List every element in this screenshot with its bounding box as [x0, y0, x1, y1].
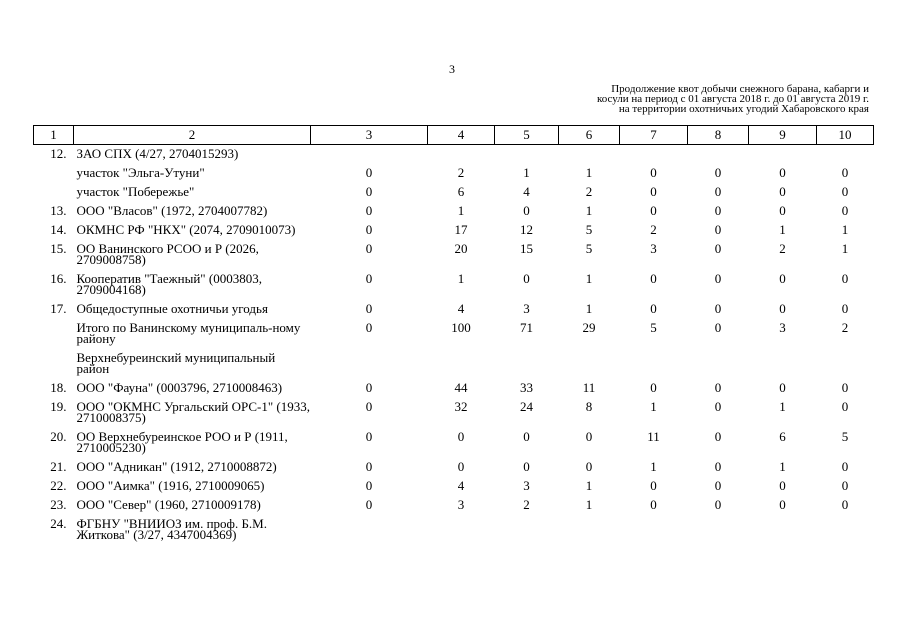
quota-value-col-3: 0 — [365, 241, 373, 256]
header-cell: 2 — [74, 126, 311, 145]
quota-value-col-5: 0 — [523, 271, 530, 286]
quota-value-col-4: 20 — [454, 241, 468, 256]
quota-value-col-5 — [495, 145, 559, 165]
quota-value-col-4: 0 — [457, 459, 465, 474]
quota-value-col-10: 0 — [841, 380, 849, 395]
table-row — [34, 496, 874, 515]
quota-value-col-9: 3 — [779, 320, 786, 335]
quota-value-col-5: 3 — [523, 478, 530, 493]
quota-value-col-6: 5 — [585, 222, 593, 237]
quota-value-col-10: 0 — [841, 459, 849, 474]
row-name: Итого по Ванинскому муниципаль-ному району — [76, 320, 301, 346]
row-name: ООО "Фауна" (0003796, 2710008463) — [76, 380, 283, 395]
row-name: ООО "Адникан" (1912, 2710008872) — [76, 459, 277, 474]
quota-value-col-10: 1 — [841, 222, 849, 237]
quota-value-col-8: 0 — [714, 380, 722, 395]
continuation-line: Продолжение квот добычи снежного барана, кабарги и — [611, 83, 869, 95]
quota-value-col-7 — [620, 145, 688, 165]
quota-value-col-9: 0 — [779, 271, 786, 286]
table-row — [34, 398, 874, 428]
table-row — [34, 240, 874, 270]
quota-value-col-5: 0 — [523, 429, 530, 444]
quota-value-col-4 — [428, 349, 495, 379]
continuation-line: косули на период с 01 августа 2018 г. до 01 августа 2019 г. — [596, 93, 869, 105]
quota-value-col-5: 12 — [520, 222, 533, 237]
quota-value-col-10: 2 — [841, 320, 849, 335]
quota-value-col-3: 0 — [365, 429, 373, 444]
quota-value-col-3: 0 — [365, 301, 373, 316]
table-row — [34, 515, 874, 545]
quota-value-col-5: 15 — [520, 241, 533, 256]
quota-value-col-10 — [817, 349, 874, 379]
quota-value-col-8: 0 — [714, 203, 722, 218]
quota-value-col-7 — [620, 349, 688, 379]
quota-value-col-9 — [749, 349, 817, 379]
quota-value-col-3: 0 — [365, 184, 373, 199]
row-name: ООО "Аимка" (1916, 2710009065) — [76, 478, 265, 493]
quota-value-col-6: 5 — [585, 241, 593, 256]
quota-value-col-9: 0 — [779, 380, 786, 395]
quota-value-col-10: 0 — [841, 399, 849, 414]
table-row — [34, 428, 874, 458]
quota-value-col-7: 1 — [650, 399, 657, 414]
quota-value-col-3 — [311, 349, 428, 379]
quota-value-col-6: 2 — [585, 184, 593, 199]
quota-value-col-9: 1 — [779, 459, 786, 474]
quota-value-col-3: 0 — [365, 380, 373, 395]
quota-value-col-7: 11 — [647, 429, 660, 444]
quota-value-col-9: 6 — [779, 429, 786, 444]
row-number — [34, 349, 74, 379]
quota-value-col-3: 0 — [365, 222, 373, 237]
quota-value-col-8: 0 — [714, 320, 722, 335]
row-name: ООО "ОКМНС Ургальский ОРС-1" (1933, 2710008375) — [76, 399, 311, 425]
header-cell: 1 — [34, 126, 74, 145]
quota-value-col-10: 0 — [841, 301, 849, 316]
quota-value-col-4 — [428, 515, 495, 545]
header-cell: 5 — [495, 126, 559, 145]
quota-value-col-7: 0 — [650, 301, 657, 316]
quota-value-col-6: 8 — [585, 399, 593, 414]
quota-value-col-8: 0 — [714, 399, 722, 414]
quota-value-col-8: 0 — [714, 184, 722, 199]
quota-value-col-7: 0 — [650, 184, 657, 199]
quota-value-col-3: 0 — [365, 271, 373, 286]
quota-value-col-3: 0 — [365, 320, 373, 335]
quota-value-col-10: 5 — [841, 429, 849, 444]
quota-value-col-9: 1 — [779, 399, 786, 414]
table-row — [34, 477, 874, 496]
row-number: 19. — [50, 399, 67, 414]
row-number: 21. — [50, 459, 67, 474]
quota-value-col-10: 0 — [841, 165, 849, 180]
quota-value-col-8: 0 — [714, 271, 722, 286]
quota-value-col-5: 2 — [523, 497, 530, 512]
table-row — [34, 270, 874, 300]
header-row — [34, 126, 874, 145]
row-name: участок "Эльга-Утуни" — [76, 165, 205, 180]
quota-value-col-6: 1 — [585, 271, 593, 286]
row-name: ОКМНС РФ "НКХ" (2074, 2709010073) — [76, 222, 296, 237]
quota-value-col-9: 0 — [779, 497, 786, 512]
row-number: 24. — [50, 516, 67, 531]
quota-value-col-5 — [495, 349, 559, 379]
row-name: участок "Побережье" — [76, 184, 195, 199]
quota-value-col-8: 0 — [714, 241, 722, 256]
row-number: 17. — [50, 301, 67, 316]
table-row — [34, 221, 874, 240]
quota-value-col-3: 0 — [365, 165, 373, 180]
quota-value-col-7: 2 — [650, 222, 657, 237]
table-row — [34, 202, 874, 221]
quota-value-col-10: 0 — [841, 203, 849, 218]
quota-value-col-3: 0 — [365, 478, 373, 493]
table-row — [34, 183, 874, 202]
quota-value-col-10: 0 — [841, 497, 849, 512]
quota-value-col-5: 33 — [520, 380, 533, 395]
quota-value-col-10: 0 — [841, 184, 849, 199]
quota-value-col-6 — [559, 145, 620, 165]
quota-value-col-6: 29 — [582, 320, 596, 335]
quota-value-col-8 — [688, 145, 749, 165]
quota-value-col-8: 0 — [714, 222, 722, 237]
quota-value-col-5: 24 — [520, 399, 533, 414]
quota-value-col-9: 0 — [779, 301, 786, 316]
table-row — [34, 164, 874, 183]
quota-value-col-6: 1 — [585, 203, 593, 218]
quota-value-col-6 — [559, 515, 620, 545]
quota-value-col-9 — [749, 515, 817, 545]
header-cell: 8 — [688, 126, 749, 145]
quota-value-col-10 — [817, 145, 874, 165]
row-name: ОО Ванинского РСОО и Р (2026, 2709008758) — [76, 241, 259, 267]
header-cell: 3 — [311, 126, 428, 145]
header-cell: 6 — [559, 126, 620, 145]
quota-value-col-4: 0 — [457, 429, 465, 444]
row-name: ОО Верхнебуреинское РОО и Р (1911, 2710005230) — [76, 429, 288, 455]
quota-value-col-6 — [559, 349, 620, 379]
quota-value-col-8 — [688, 515, 749, 545]
quota-value-col-6: 1 — [585, 165, 593, 180]
quota-value-col-10: 0 — [841, 271, 849, 286]
row-number — [34, 164, 74, 183]
row-name: ООО "Власов" (1972, 2704007782) — [76, 203, 268, 218]
quota-value-col-7: 0 — [650, 165, 657, 180]
row-number: 15. — [50, 241, 67, 256]
quota-value-col-8: 0 — [714, 478, 722, 493]
quota-value-col-8: 0 — [714, 429, 722, 444]
quota-value-col-3: 0 — [365, 497, 373, 512]
row-name: Верхнебуреинский муниципальный район — [76, 350, 276, 376]
quota-value-col-9 — [749, 145, 817, 165]
quota-value-col-9: 0 — [779, 184, 786, 199]
quota-value-col-4: 4 — [457, 478, 465, 493]
table-body — [34, 145, 874, 546]
table-row — [34, 145, 874, 165]
quota-value-col-5: 0 — [523, 203, 530, 218]
table-row — [34, 349, 874, 379]
quota-value-col-7: 0 — [650, 203, 657, 218]
row-number — [34, 183, 74, 202]
quota-value-col-9: 0 — [779, 165, 786, 180]
quota-value-col-7: 0 — [650, 478, 657, 493]
quota-value-col-5: 1 — [523, 165, 530, 180]
row-number: 22. — [50, 478, 67, 493]
quota-value-col-8: 0 — [714, 459, 722, 474]
row-number: 13. — [50, 203, 67, 218]
row-number: 16. — [50, 271, 67, 286]
quota-value-col-5: 3 — [523, 301, 530, 316]
quota-value-col-4 — [428, 145, 495, 165]
quota-value-col-5: 4 — [523, 184, 530, 199]
row-name: ООО "Север" (1960, 2710009178) — [76, 497, 261, 512]
quota-value-col-9: 2 — [779, 241, 786, 256]
quota-value-col-7: 3 — [650, 241, 657, 256]
quota-value-col-7: 0 — [650, 497, 657, 512]
quota-value-col-4: 17 — [454, 222, 468, 237]
table-row — [34, 300, 874, 319]
quota-value-col-3 — [311, 515, 428, 545]
quota-value-col-6: 1 — [585, 497, 593, 512]
quota-value-col-9: 1 — [779, 222, 786, 237]
row-name: ФГБНУ "ВНИИОЗ им. проф. Б.М. Житкова" (3/27, 4347004369) — [76, 516, 267, 542]
quota-value-col-3: 0 — [365, 399, 373, 414]
header-cell: 4 — [428, 126, 495, 145]
quota-value-col-8 — [688, 349, 749, 379]
quota-value-col-6: 11 — [582, 380, 596, 395]
quota-value-col-4: 4 — [457, 301, 465, 316]
header-cell: 9 — [749, 126, 817, 145]
quota-value-col-7: 5 — [650, 320, 657, 335]
quota-value-col-3: 0 — [365, 203, 373, 218]
page-number: 3 — [449, 62, 455, 76]
quota-value-col-3: 0 — [365, 459, 373, 474]
table-row — [34, 458, 874, 477]
quota-value-col-6: 0 — [585, 429, 593, 444]
quota-value-col-6: 0 — [585, 459, 593, 474]
table-row — [34, 319, 874, 349]
quota-value-col-3 — [311, 145, 428, 165]
row-number: 23. — [50, 497, 67, 512]
row-number: 14. — [50, 222, 67, 237]
quota-value-col-4: 44 — [454, 380, 468, 395]
quota-value-col-5: 71 — [520, 320, 533, 335]
quota-table — [33, 125, 874, 545]
quota-value-col-4: 6 — [457, 184, 465, 199]
table-header — [34, 126, 874, 145]
row-number: 12. — [50, 146, 67, 161]
quota-value-col-4: 1 — [457, 203, 465, 218]
quota-value-col-4: 32 — [454, 399, 468, 414]
quota-value-col-10: 1 — [841, 241, 849, 256]
quota-value-col-8: 0 — [714, 165, 722, 180]
row-name: Общедоступные охотничьи угодья — [76, 301, 268, 316]
row-name: ЗАО СПХ (4/27, 2704015293) — [76, 146, 239, 161]
quota-value-col-8: 0 — [714, 497, 722, 512]
quota-value-col-4: 100 — [451, 320, 471, 335]
quota-value-col-5 — [495, 515, 559, 545]
row-number: 18. — [50, 380, 67, 395]
quota-value-col-9: 0 — [779, 478, 786, 493]
row-name: Кооператив "Таежный" (0003803, 2709004168) — [76, 271, 262, 297]
quota-value-col-7: 0 — [650, 380, 657, 395]
quota-value-col-10 — [817, 515, 874, 545]
quota-value-col-7: 0 — [650, 271, 657, 286]
quota-value-col-7 — [620, 515, 688, 545]
continuation-note — [509, 84, 869, 114]
quota-value-col-4: 1 — [457, 271, 465, 286]
header-cell: 7 — [620, 126, 688, 145]
table-row — [34, 379, 874, 398]
quota-value-col-6: 1 — [585, 301, 593, 316]
quota-value-col-4: 2 — [457, 165, 465, 180]
row-number: 20. — [50, 429, 67, 444]
continuation-line: на территории охотничьих угодий Хабаровского края — [618, 103, 869, 115]
quota-value-col-7: 1 — [650, 459, 657, 474]
row-number — [34, 319, 74, 349]
quota-value-col-4: 3 — [457, 497, 465, 512]
quota-value-col-6: 1 — [585, 478, 593, 493]
quota-value-col-5: 0 — [523, 459, 530, 474]
quota-value-col-8: 0 — [714, 301, 722, 316]
quota-value-col-10: 0 — [841, 478, 849, 493]
quota-value-col-9: 0 — [779, 203, 786, 218]
header-cell: 10 — [817, 126, 874, 145]
